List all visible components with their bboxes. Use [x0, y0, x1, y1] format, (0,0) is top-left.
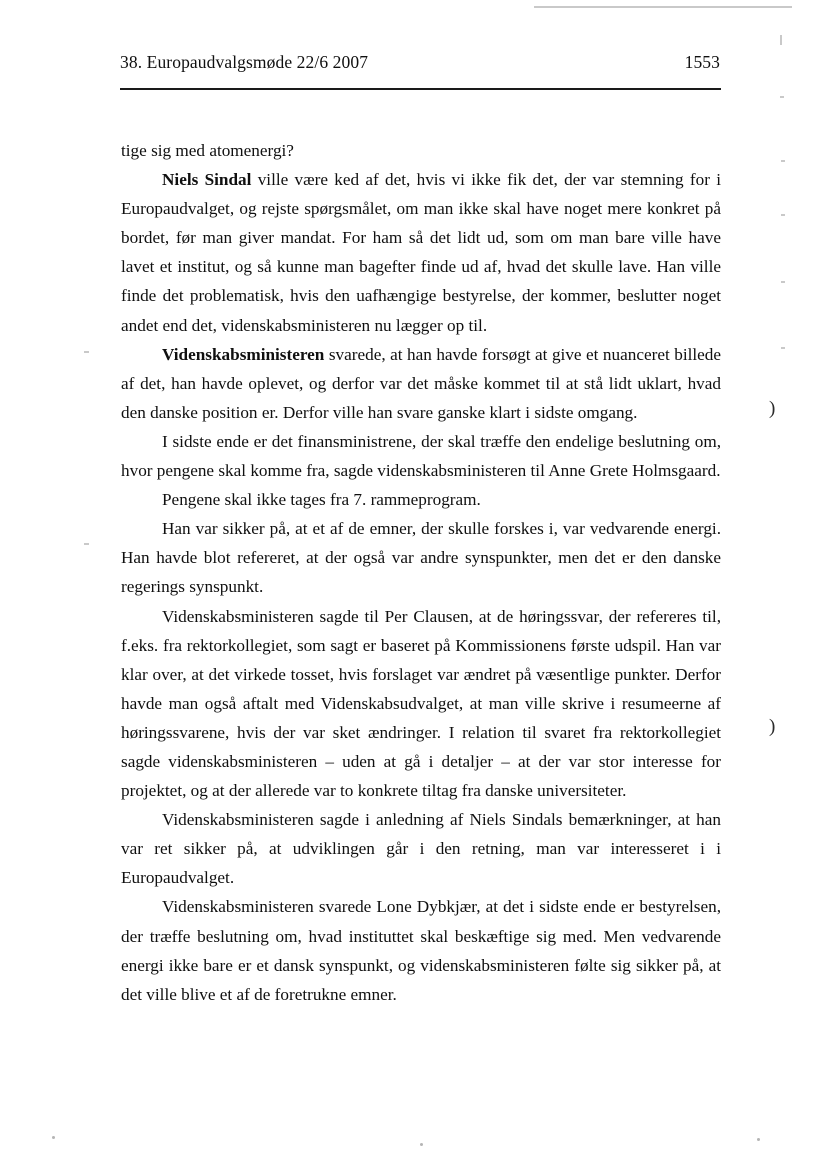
body-paragraph: Videnskabsministeren sagde til Per Clausen, at de høringssvar, der refereres til, f.eks. fra rektorkollegiet, som sagt er baseret på Kommissionens første udspil. Han var klar over, at det virkede tosset, hvis forslaget var ændret på væsentlige punkter. Derfor havde man også aftalt med Videnskabsudvalget, at man ville skrive i resumeerne af høringssvarene, hvis der var sket ændringer. I relation til svaret fra rektorkollegiet sagde videnskabsministeren – uden at gå i detaljer – at der var stor interesse for projektet, og at der allerede var to konkrete tiltag fra danske universiteter.: [121, 606, 721, 801]
scan-edge-mark-top: [534, 6, 792, 8]
page-header: [120, 52, 720, 73]
scan-speck-1: [52, 1136, 55, 1139]
scan-speck-2: [420, 1143, 423, 1146]
scan-edge-mark-left-1: [84, 543, 89, 545]
body-paragraph: Niels Sindal ville være ked af det, hvis vi ikke fik det, der var stemning for i Europaudvalget, og rejste spørgsmålet, om man ikke skal have noget mere konkret på bordet, før man giver mandat. For ham så det lidt ud, som om man bare ville have lavet et institut, og så kunne man bagefter finde ud af, hvad det skulle lave. Han ville finde det problematisk, hvis den uafhængige bestyrelse, der kommer, beslutter noget andet end det, videnskabsministeren nu lægger op til.: [121, 170, 721, 335]
page-number: 1553: [684, 52, 720, 72]
body-text: [121, 136, 721, 1009]
body-paragraph: tige sig med atomenergi?: [121, 141, 294, 160]
body-paragraph: Han var sikker på, at et af de emner, der skulle forskes i, var vedvarende energi. Han havde blot refereret, at der også var andre synspunkter, men det er den danske regerings synspunkt.: [121, 519, 721, 597]
body-paragraph: I sidste ende er det finansministrene, der skal træffe den endelige beslutning om, hvor pengene skal komme fra, sagde videnskabsministeren til Anne Grete Holmsgaard.: [121, 431, 721, 481]
body-paragraph: Pengene skal ikke tages fra 7. rammeprogram.: [162, 490, 481, 510]
scan-speck-3: [757, 1138, 760, 1141]
running-head-title: 38. Europaudvalgsmøde 22/6 2007: [120, 52, 369, 72]
margin-mark-paren-upper: ): [769, 398, 776, 419]
scan-edge-mark-right-4: [781, 214, 785, 216]
margin-mark-paren-lower: ): [769, 716, 776, 737]
scan-edge-mark-right-5: [781, 281, 785, 283]
body-paragraph: Videnskabsministeren sagde i anledning af Niels Sindals bemærkninger, at han var ret sikker på, at udviklingen går i den retning, man var interesseret i i Europaudvalget.: [121, 810, 721, 888]
scan-edge-mark-right-1: [780, 35, 782, 45]
scan-edge-mark-right-2: [780, 96, 784, 98]
scan-edge-mark-right-6: [781, 347, 785, 349]
body-paragraph: Videnskabsministeren svarede, at han havde forsøgt at give et nuanceret billede af det, han havde oplevet, og derfor var det måske kommet til at stå lidt uklart, hvad den danske position er. Derfor ville han svare ganske klart i sidste omgang.: [121, 344, 721, 422]
header-divider-rule: [120, 88, 721, 90]
body-paragraph: Videnskabsministeren svarede Lone Dybkjær, at det i sidste ende er bestyrelsen, der træffe beslutning om, hvad instituttet skal beskæftige sig med. Men vedvarende energi ikke bare er et dansk synspunkt, og videnskabsministeren følte sig sikker på, at det ville blive et af de foretrukne emner.: [121, 897, 721, 1004]
scan-edge-mark-left-2: [84, 351, 89, 353]
scan-edge-mark-right-3: [781, 160, 785, 162]
